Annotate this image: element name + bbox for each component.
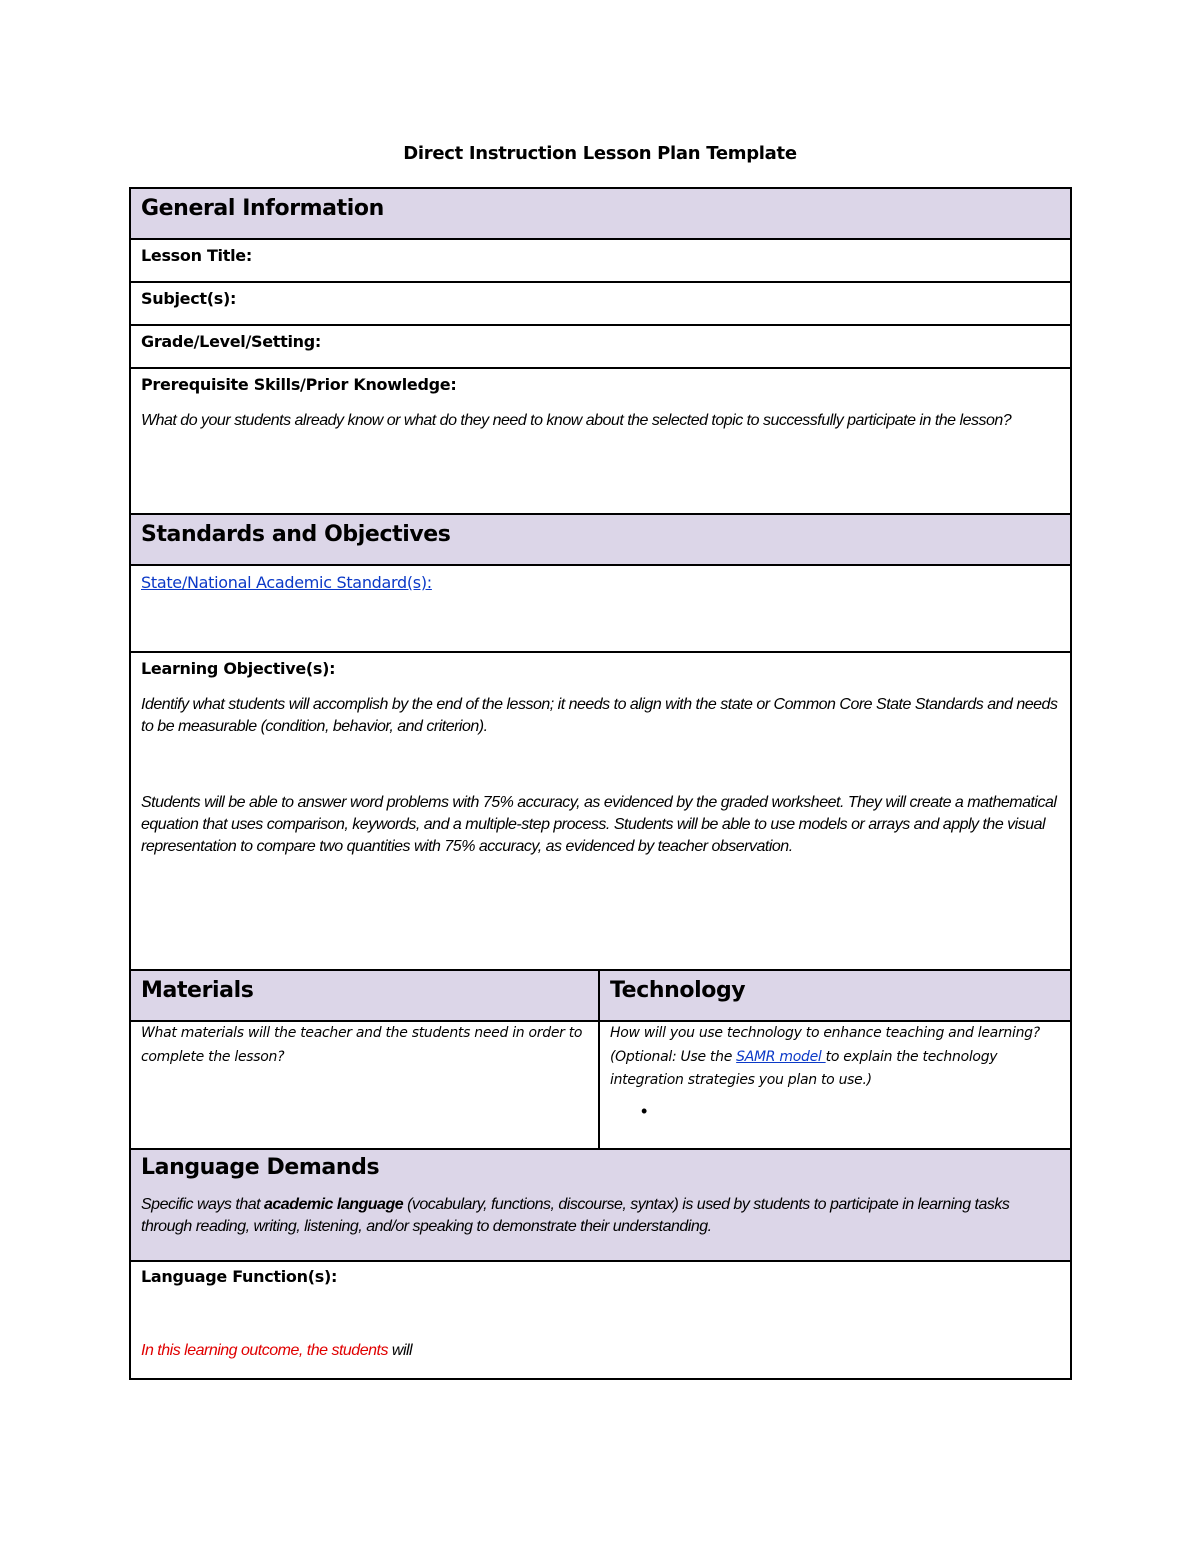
standards-header: Standards and Objectives xyxy=(141,522,451,547)
materials-prompt: What materials will the teacher and the students need in order to complete the lesson? xyxy=(141,1025,583,1065)
objectives-prompt: Identify what students will accomplish by the end of the lesson; it needs to align with the state or Common Core State Standards and needs to be measurable (condition, behavior, and criterion). xyxy=(141,696,1058,735)
standards-header-row xyxy=(130,514,1071,565)
general-info-header-row xyxy=(130,188,1071,239)
language-functions-row xyxy=(130,1261,1071,1379)
grade-cell[interactable] xyxy=(130,325,1071,368)
standards-link-cell[interactable] xyxy=(130,565,1071,652)
technology-cell[interactable] xyxy=(599,1021,1071,1149)
bullet-item: • xyxy=(641,1100,648,1121)
general-info-header-cell xyxy=(130,188,1071,239)
lesson-title-label: Lesson Title: xyxy=(141,246,252,265)
language-functions-label: Language Function(s): xyxy=(141,1267,338,1286)
materials-header: Materials xyxy=(141,978,254,1003)
technology-header: Technology xyxy=(610,978,746,1003)
technology-prompt-after: to explain the technology integration strategies you plan to use.) xyxy=(610,1048,998,1088)
subjects-row xyxy=(130,282,1071,325)
learning-outcome-text xyxy=(141,1340,1060,1362)
grade-row xyxy=(130,325,1071,368)
technology-header-cell xyxy=(599,970,1071,1021)
materials-cell[interactable] xyxy=(130,1021,599,1149)
standards-header-cell xyxy=(130,514,1071,565)
prereq-cell[interactable] xyxy=(130,368,1071,514)
samr-model-link[interactable]: SAMR model xyxy=(736,1048,826,1065)
materials-header-cell xyxy=(130,970,599,1021)
general-info-header: General Information xyxy=(141,196,384,221)
prereq-prompt: What do your students already know or what do they need to know about the selected topic to successfully participate in the lesson? xyxy=(141,412,1012,429)
materials-technology-header-row xyxy=(130,970,1071,1021)
technology-prompt-before: How will you use technology to enhance teaching and learning? (Optional: Use the xyxy=(610,1025,1040,1065)
subjects-cell[interactable] xyxy=(130,282,1071,325)
standards-link[interactable]: State/National Academic Standard(s): xyxy=(141,573,432,592)
language-header: Language Demands xyxy=(141,1155,380,1180)
objectives-row xyxy=(130,652,1071,970)
subjects-label: Subject(s): xyxy=(141,289,237,308)
standards-link-row xyxy=(130,565,1071,652)
objectives-label: Learning Objective(s): xyxy=(141,659,336,678)
language-desc-after: (vocabulary, functions, discourse, syntax) is used by students to participate in learning tasks through reading, writing, listening, and/or speaking to demonstrate their understanding. xyxy=(141,1196,1010,1235)
materials-technology-row xyxy=(130,1021,1071,1149)
language-header-cell xyxy=(130,1149,1071,1261)
language-header-row xyxy=(130,1149,1071,1261)
technology-prompt xyxy=(610,1022,1060,1093)
objectives-text: Students will be able to answer word problems with 75% accuracy, as evidenced by the graded worksheet. They will create a mathematical equation that uses comparison, keywords, and a multiple-step process. Students will be able to use models or arrays and apply the visual representation to compare two quantities with 75% accuracy, as evidenced by teacher observation. xyxy=(141,794,1057,855)
lesson-title-cell[interactable] xyxy=(130,239,1071,282)
language-desc-before: Specific ways that xyxy=(141,1196,264,1213)
language-desc-bold: academic language xyxy=(264,1196,404,1213)
language-description xyxy=(141,1194,1060,1238)
learning-outcome-red: In this learning outcome, the students xyxy=(141,1342,388,1359)
prereq-row xyxy=(130,368,1071,514)
lesson-title-row xyxy=(130,239,1071,282)
lesson-plan-table xyxy=(129,187,1072,1380)
objectives-cell[interactable] xyxy=(130,652,1071,970)
language-functions-cell[interactable] xyxy=(130,1261,1071,1379)
prereq-label: Prerequisite Skills/Prior Knowledge: xyxy=(141,375,457,394)
grade-label: Grade/Level/Setting: xyxy=(141,332,322,351)
learning-outcome-black: will xyxy=(387,1342,413,1359)
document-title: Direct Instruction Lesson Plan Template xyxy=(403,143,797,164)
